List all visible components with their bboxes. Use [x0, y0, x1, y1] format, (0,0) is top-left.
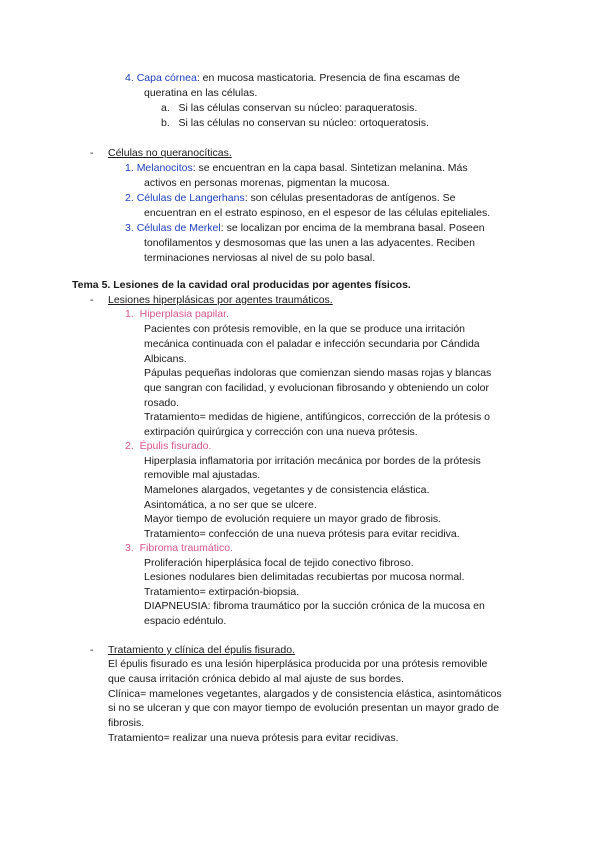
capa-cornea-text-cont: queratina en las células.	[144, 87, 258, 99]
bullet-dash: -	[90, 644, 94, 656]
sub-item-b	[161, 116, 429, 131]
paragraph-line: Pápulas pequeñas indoloras que comienzan siendo masas rojas y blancas	[144, 367, 492, 379]
paragraph-line: removible mal ajustadas.	[144, 469, 261, 481]
paragraph-line: Asintomática, a no ser que se ulcere.	[144, 499, 317, 511]
item-title: Épulis fisurado.	[139, 440, 212, 452]
paragraph-line: Tratamiento= realizar una nueva prótesis para evitar recidivas.	[108, 732, 399, 744]
paragraph-line: espacio edéntulo.	[144, 615, 227, 627]
paragraph-line: Pacientes con prótesis removible, en la que se produce una irritación	[144, 323, 466, 335]
paragraph-line: Hiperplasia inflamatoria por irritación mecánica por bordes de la prótesis	[144, 455, 481, 467]
paragraph-line: si no se ulceran y que con mayor tiempo de evolución presentan un mayor grado de	[108, 702, 500, 714]
list-item	[125, 221, 585, 236]
chapter-title: Tema 5. Lesiones de la cavidad oral producidas por agentes físicos.	[72, 279, 411, 291]
paragraph-line: Lesiones nodulares bien delimitadas recubiertas por mucosa normal.	[144, 571, 465, 583]
term-melanocitos: Melanocitos	[136, 162, 193, 174]
item-text-cont: activos en personas morenas, pigmentan la mucosa.	[144, 177, 390, 189]
paragraph-line: que sangran con facilidad, y evolucionan fibrosando y obteniendo un color	[144, 382, 489, 394]
capa-cornea-text: : en mucosa masticatoria. Presencia de fina escamas de	[196, 72, 461, 84]
paragraph-line: extirpación quirúrgica y corrección con una nueva prótesis.	[144, 426, 418, 438]
list-item	[125, 191, 585, 206]
paragraph-line: Tratamiento= extirpación-biopsia.	[144, 586, 300, 598]
term-capa-cornea: Capa córnea	[136, 72, 197, 84]
item-number: 3.	[125, 542, 134, 554]
item-text-cont: encuentran en el estrato espinoso, en el espesor de las células epiteliales.	[144, 207, 491, 219]
item-title: Fibroma traumático.	[139, 542, 233, 554]
section-heading-lesiones: Lesiones hiperplásicas por agentes traumáticos.	[108, 294, 333, 306]
item-text: : se localizan por encima de la membrana basal. Poseen	[220, 222, 485, 234]
sub-text: Si las células conservan su núcleo: paraqueratosis.	[178, 102, 418, 114]
bullet-dash: -	[90, 147, 94, 159]
paragraph-line: Tratamiento= confección de una nueva prótesis para evitar recidiva.	[144, 528, 460, 540]
term-langerhans: Células de Langerhans	[136, 192, 245, 204]
item-text-cont: tonofilamentos y desmosomas que las unen a las adyacentes. Reciben	[144, 237, 475, 249]
capa-cornea-item	[125, 71, 585, 86]
paragraph-line: Tratamiento= medidas de higiene, antifúngicos, corrección de la prótesis o	[144, 411, 491, 423]
paragraph-line: Proliferación hiperplásica focal de tejido conectivo fibroso.	[144, 557, 414, 569]
paragraph-line: DIAPNEUSIA: fibroma traumático por la succión crónica de la mucosa en	[144, 600, 485, 612]
item-number: 1.	[125, 308, 134, 320]
section-heading-no-queranociticas: Células no queranocíticas.	[108, 147, 232, 159]
item-title: Hiperplasia papilar.	[139, 308, 229, 320]
paragraph-line: Albicans.	[144, 353, 187, 365]
subtitle-fibroma-traumatico	[125, 541, 233, 556]
item-text: : se encuentran en la capa basal. Sintetizan melanina. Más	[192, 162, 468, 174]
paragraph-line: que causa irritación crónica debido al mal ajuste de sus bordes.	[108, 673, 404, 685]
sub-text: Si las células no conservan su núcleo: ortoqueratosis.	[178, 117, 429, 129]
item-number: 2.	[125, 192, 134, 204]
paragraph-line: Clínica= mamelones vegetantes, alargados y de consistencia elástica, asintomáticos	[108, 688, 502, 700]
item-text-cont: terminaciones nerviosas al nivel de su polo basal.	[144, 252, 376, 264]
term-merkel: Células de Merkel	[136, 222, 221, 234]
bullet-dash: -	[90, 294, 94, 306]
section-heading-epulis: Tratamiento y clínica del épulis fisurado.	[108, 644, 295, 656]
sub-letter: a.	[161, 102, 170, 114]
subtitle-epulis-fisurado	[125, 439, 211, 454]
item-number: 3.	[125, 222, 134, 234]
sub-letter: b.	[161, 117, 170, 129]
paragraph-line: Mayor tiempo de evolución requiere un mayor grado de fibrosis.	[144, 513, 442, 525]
paragraph-line: El épulis fisurado es una lesión hiperplásica producida por una prótesis removible	[108, 658, 488, 670]
item-text: : son células presentadoras de antígenos. Se	[244, 192, 456, 204]
sub-item-a	[161, 101, 417, 116]
paragraph-line: Mamelones alargados, vegetantes y de consistencia elástica.	[144, 484, 430, 496]
subtitle-hiperplasia-papilar	[125, 307, 229, 322]
item-number: 1.	[125, 162, 134, 174]
item-number: 2.	[125, 440, 134, 452]
paragraph-line: rosado.	[144, 397, 180, 409]
item-number: 4.	[125, 72, 134, 84]
paragraph-line: fibrosis.	[108, 717, 145, 729]
list-item	[125, 161, 585, 176]
paragraph-line: mecánica continuada con el paladar e infección secundaria por Cándida	[144, 338, 480, 350]
